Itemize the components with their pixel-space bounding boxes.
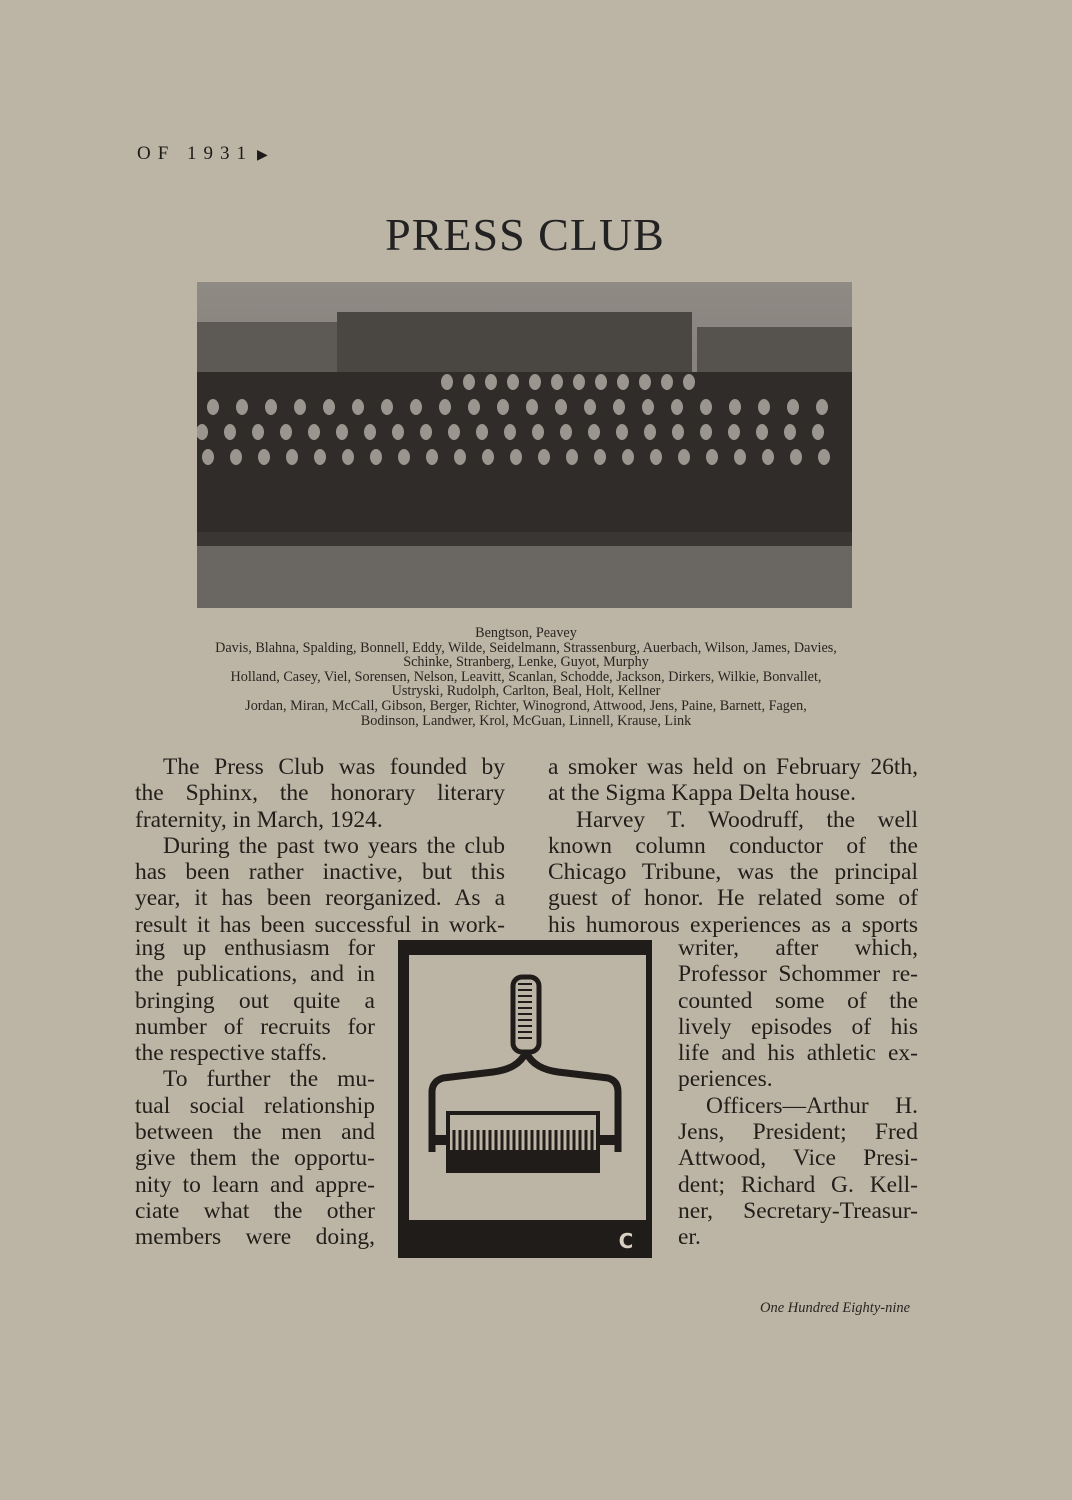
body-text-line: Chicago Tribune, was the principal (548, 859, 918, 886)
running-head (137, 143, 268, 165)
body-text-line: periences. (678, 1066, 773, 1093)
body-text-line: Jens, President; Fred (678, 1119, 918, 1146)
caption-line: Jordan, Miran, McCall, Gibson, Berger, Richter, Winogrond, Attwood, Jens, Paine, Barnett, Fagen, (245, 697, 807, 714)
woodcut-monogram: C (618, 1229, 634, 1253)
body-text-line: guest of honor. He related some of (548, 885, 918, 912)
running-head-text: OF 1931 (137, 143, 254, 164)
right-column-wrapped (678, 935, 918, 1251)
body-text-line: ciate what the other (135, 1197, 375, 1224)
body-text-line: the publications, and in (135, 961, 375, 988)
body-text-line: To further the mu- (163, 1066, 375, 1093)
group-photograph (197, 282, 852, 608)
left-column-wrapped (135, 935, 375, 1251)
photo-caption (195, 626, 857, 728)
left-column-top (135, 754, 505, 938)
body-text-line: members were doing, (135, 1224, 375, 1251)
body-text-line: the respective staffs. (135, 1040, 328, 1067)
body-text-line: writer, after which, (678, 935, 918, 961)
body-text-line: ing up enthusiasm for (135, 935, 375, 961)
body-text-line: bringing out quite a (135, 987, 375, 1014)
body-text-line: life and his athletic ex- (678, 1040, 918, 1067)
body-text-line: lively episodes of his (678, 1013, 918, 1040)
body-text-line: the Sphinx, the honorary literary (135, 780, 505, 807)
body-text-line: Officers—Arthur H. (706, 1092, 918, 1119)
arrow-right-icon: ▶ (257, 148, 268, 163)
page-title: PRESS CLUB (385, 209, 665, 260)
body-text-line: tual social relationship (135, 1092, 375, 1119)
body-text-line: counted some of the (678, 987, 918, 1014)
body-text-line: result it has been successful in work- (135, 911, 505, 938)
caption-line: Davis, Blahna, Spalding, Bonnell, Eddy, Wilde, Seidelmann, Strassenburg, Auerbach, Wilson, James, Davies, (215, 639, 837, 656)
woodcut-paint-roller-illustration (398, 940, 652, 1258)
caption-line: Holland, Casey, Viel, Sorensen, Nelson, Leavitt, Scanlan, Schodde, Jackson, Dirkers, Wilkie, Bonvallet, (230, 668, 822, 685)
body-text-line: number of recruits for (135, 1013, 375, 1040)
body-text-line: ner, Secretary-Treasur- (678, 1197, 918, 1224)
body-text-line: has been rather inactive, but this (135, 859, 505, 886)
body-text-line: er. (678, 1224, 701, 1251)
body-text-line: Professor Schommer re- (678, 961, 918, 988)
body-text-line: at the Sigma Kappa Delta house. (548, 780, 857, 807)
body-text-line: fraternity, in March, 1924. (135, 806, 383, 833)
body-text-line: year, it has been reorganized. As a (135, 885, 505, 912)
body-text-line: between the men and (135, 1119, 375, 1146)
body-text-line: give them the opportu- (135, 1145, 375, 1172)
body-text-line: dent; Richard G. Kell- (678, 1171, 918, 1198)
body-text-line: known column conductor of the (548, 832, 918, 859)
body-text-line: Attwood, Vice Presi- (678, 1145, 918, 1172)
caption-line: Bodinson, Landwer, Krol, McGuan, Linnell, Krause, Link (360, 712, 692, 729)
body-text-line: nity to learn and appre- (135, 1171, 375, 1198)
caption-line: Ustryski, Rudolph, Carlton, Beal, Holt, Kellner (391, 683, 661, 700)
caption-line: Schinke, Stranberg, Lenke, Guyot, Murphy (403, 654, 649, 671)
body-text-line: During the past two years the club (163, 832, 505, 859)
body-text-line: his humorous experiences as a sports (548, 911, 918, 938)
page-number: One Hundred Eighty-nine (760, 1300, 911, 1316)
body-text-line: a smoker was held on February 26th, (548, 754, 918, 780)
body-text-line: Harvey T. Woodruff, the well (576, 806, 918, 833)
body-text-line: The Press Club was founded by (163, 754, 505, 780)
right-column-top (548, 754, 918, 938)
caption-line: Bengtson, Peavey (475, 625, 577, 641)
